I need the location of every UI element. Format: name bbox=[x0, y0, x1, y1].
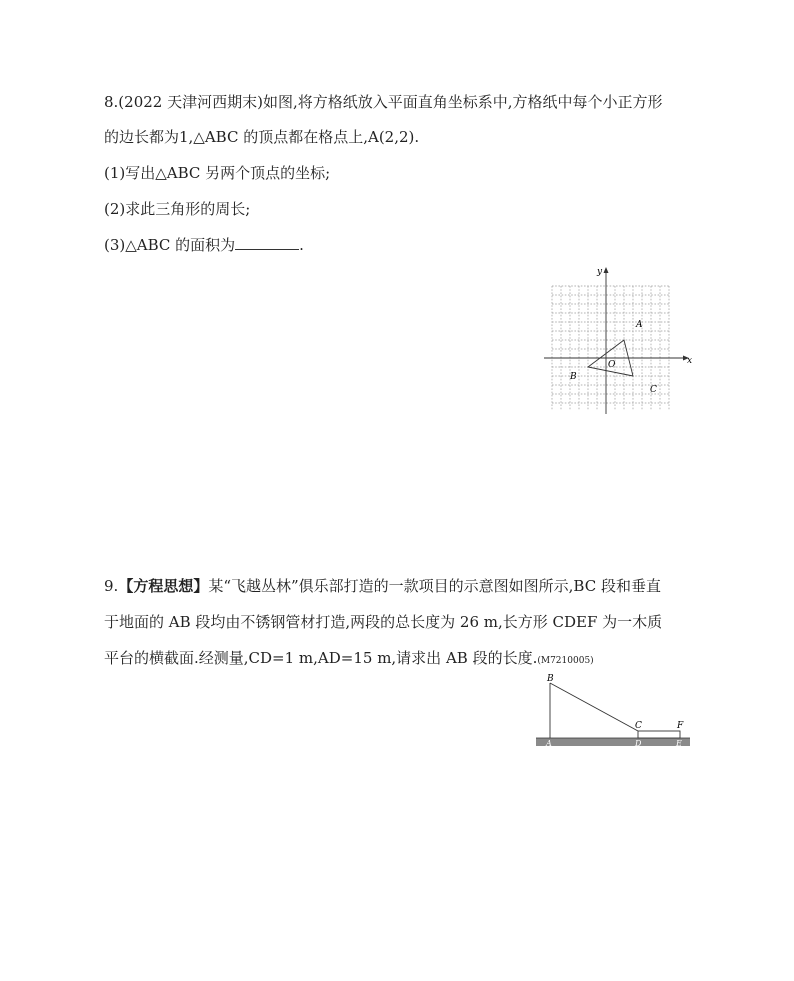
label-a: A bbox=[636, 320, 643, 330]
rectangle-cdef bbox=[638, 731, 680, 738]
q9-line3 bbox=[104, 648, 594, 671]
q9-ref: (M7210005) bbox=[537, 656, 594, 666]
q9-line1-rest: 某“飞越丛林”俱乐部打造的一款项目的示意图如图所示,BC 段和垂直 bbox=[208, 577, 661, 595]
label-y: y bbox=[597, 267, 603, 277]
q9-num: 9. bbox=[104, 577, 119, 595]
q9-line2: 于地面的 AB 段均由不锈钢管材打造,两段的总长度为 26 m,长方形 CDEF 为一木质 bbox=[104, 613, 663, 631]
q8-sub3-text: (3)△ABC 的面积为 bbox=[104, 236, 236, 254]
label-b: B bbox=[570, 372, 577, 382]
q9-tag: 【方程思想】 bbox=[118, 577, 209, 595]
q8-sub1: (1)写出△ABC 另两个顶点的坐标; bbox=[104, 164, 331, 182]
label-f: F bbox=[677, 721, 684, 731]
q8-sub3-end: . bbox=[299, 236, 304, 254]
y-axis-arrow bbox=[604, 267, 609, 273]
q8-line1: 8.(2022 天津河西期末)如图,将方格纸放入平面直角坐标系中,方格纸中每个小正方形 bbox=[104, 93, 663, 111]
q9-line3-text: 平台的横截面.经测量,CD=1 m,AD=15 m,请求出 AB 段的长度. bbox=[104, 649, 538, 667]
q9-line1 bbox=[104, 576, 661, 596]
ground bbox=[536, 738, 690, 746]
label-c: C bbox=[635, 721, 642, 731]
platform-figure bbox=[534, 672, 696, 752]
answer-blank bbox=[235, 235, 299, 250]
label-origin: O bbox=[608, 360, 616, 370]
label-x: x bbox=[687, 356, 693, 366]
label-d: D bbox=[635, 739, 642, 748]
q8-line2: 的边长都为1,△ABC 的顶点都在格点上,A(2,2). bbox=[104, 128, 420, 146]
coordinate-grid-figure bbox=[540, 262, 695, 417]
q8-sub3 bbox=[104, 235, 304, 255]
label-e: E bbox=[676, 739, 682, 748]
q8-sub2: (2)求此三角形的周长; bbox=[104, 200, 251, 218]
label-a: A bbox=[546, 739, 552, 748]
label-b: B bbox=[547, 674, 554, 684]
segment-bc bbox=[550, 683, 638, 731]
label-c: C bbox=[650, 385, 657, 395]
